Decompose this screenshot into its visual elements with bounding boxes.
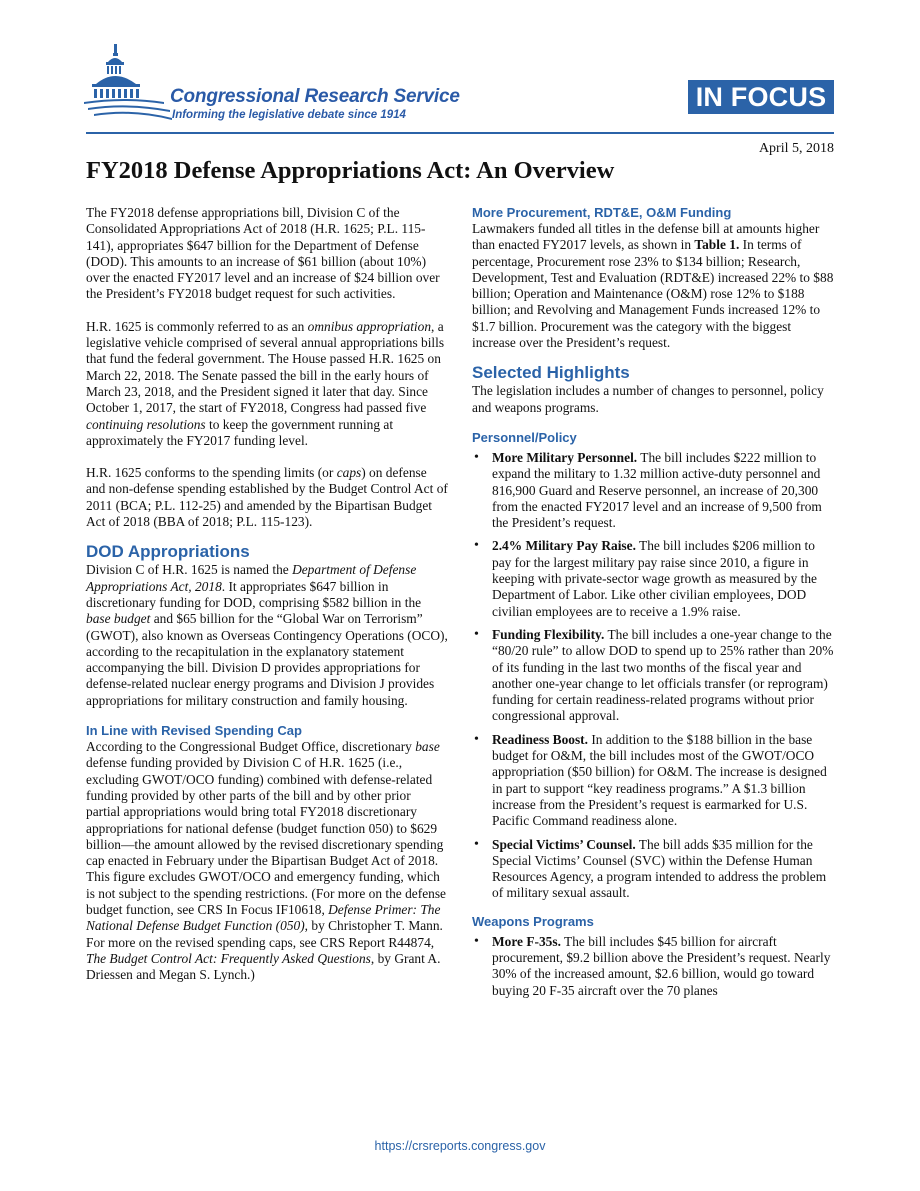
dod-appropriations-heading: DOD Appropriations [86, 542, 250, 562]
spending-cap-paragraph: According to the Congressional Budget Office, discretionary base defense funding provided by Division C of H.R. 1625 (i.e., excluding GWOT/OCO funding) combined with defense-related funding provided by other parts of the bill and by other prior partial appropriations would bring total FY2018 discretionary appropriations for national defense (budget function 050) to $629 billion—the amount allowed by the revised discretionary spending cap enacted in February under the Bipartisan Budget Act of 2018. This figure excludes GWOT/OCO and emergency funding, which is not subject to the spending restrictions. (For more on the defense budget function, see CRS In Focus IF10618, Defense Primer: The National Defense Budget Function (050), by Christopher T. Mann. For more on the revised spending caps, see CRS Report R44874, The Budget Control Act: Frequently Asked Questions, by Grant A. Driessen and Megan S. Lynch.) [86, 739, 446, 983]
table-reference: Table 1. [694, 237, 740, 253]
personnel-list [472, 450, 836, 902]
list-item: • Special Victims’ Counsel. The bill adds $35 million for the Special Victims’ Counsel (SVC) within the Defense Human Resources Agency, a program intended to address the problem of military sexual assault. [472, 837, 836, 902]
list-item: • 2.4% Military Pay Raise. The bill includes $206 million to pay for the largest military pay raise since 2010, a figure in keeping with private-sector wage growth as measured by the Department of Labor. Like other civilian employees, DOD civilian employees are to receive a 1.9% raise. [472, 538, 836, 619]
dod-appropriations-paragraph: Division C of H.R. 1625 is named the Department of Defense Appropriations Act, 2018. It appropriates $647 billion in discretionary funding for DOD, comprising $582 billion in the base budget and $65 billion for the “Global War on Terrorism” (GWOT), also known as Overseas Contingency Operations (OCO), according to the recapitulation in the explanatory statement accompanying the bill. Division D provides appropriations for defense-related nuclear energy programs and Division J provides appropriations for military construction and family housing. [86, 562, 448, 708]
personnel-policy-heading: Personnel/Policy [472, 429, 577, 445]
publication-date: April 5, 2018 [758, 141, 834, 156]
list-item: • Readiness Boost. In addition to the $188 billion in the base budget for O&M, the bill includes most of the GWOT/OCO appropriation ($50 billion) for O&M. The increase is designed in part to support “key readiness programs.” A $1.3 billion increase from the President’s request is earmarked for U.S. Pacific Command readiness alone. [472, 732, 836, 830]
spending-cap-heading: In Line with Revised Spending Cap [86, 723, 302, 739]
procurement-heading: More Procurement, RDT&E, O&M Funding [472, 205, 732, 220]
weapons-list [472, 934, 836, 999]
list-item: • More F-35s. The bill includes $45 billion for aircraft procurement, $9.2 billion above the President’s request. Nearly 30% of the increased amount, $2.6 billion, would go toward buying 20 F-35 aircraft over the 70 planes [472, 934, 836, 999]
org-tagline: Informing the legislative debate since 1914 [172, 109, 406, 121]
caps-paragraph: H.R. 1625 conforms to the spending limits (or caps) on defense and non-defense spending established by the Budget Control Act of 2011 (BCA; P.L. 112-25) and amended by the Bipartisan Budget Act of 2018 (BBA of 2018; P.L. 115-123). [86, 465, 448, 530]
footer-url[interactable]: https://crsreports.congress.gov [374, 1139, 546, 1153]
list-item: • Funding Flexibility. The bill includes a one-year change to the “80/20 rule” to allow DOD to spend up to 25% rather than 20% of its funding in the last two months of the fiscal year and another one-year change to let officials transfer (or reprogram) funding for certain readiness-related programs without prior congressional approval. [472, 627, 836, 725]
document-title: FY2018 Defense Appropriations Act: An Overview [86, 157, 615, 184]
header-rule [86, 132, 834, 134]
highlights-paragraph: The legislation includes a number of changes to personnel, policy and weapons programs. [472, 383, 824, 415]
weapons-programs-heading: Weapons Programs [472, 913, 594, 929]
procurement-paragraph: Lawmakers funded all titles in the defense bill at amounts higher than enacted FY2017 levels, as shown in Table 1. In terms of percentage, Procurement rose 23% to $134 billion; Research, Development, Test and Evaluation (RDT&E) increased 22% to $88 billion; Operation and Maintenance (O&M) rose 12% to $188 billion; and Revolving and Management Funds increased 12% to $1.7 billion. Procurement was the category with the biggest increase over the President’s request. [472, 221, 834, 351]
right-column [472, 205, 836, 1006]
highlights-heading: Selected Highlights [472, 363, 630, 383]
org-name: Congressional Research Service [170, 86, 460, 107]
list-item: • More Military Personnel. The bill includes $222 million to expand the military to 1.32 million active-duty personnel and 816,900 Guard and Reserve personnel, an increase of 20,300 from the enacted FY2017 level and an increase of 9,500 from the President’s request. [472, 450, 836, 531]
capitol-dome-logo [84, 40, 174, 132]
intro-paragraph: The FY2018 defense appropriations bill, Division C of the Consolidated Appropriations Act of 2018 (H.R. 1625; P.L. 115-141), appropriates $647 billion for the Department of Defense (DOD). This amounts to an increase of $61 billion (about 10%) over the enacted FY2017 level and an increase of $24 billion over the President’s FY2018 budget request for such activities. [86, 205, 440, 302]
omnibus-paragraph: H.R. 1625 is commonly referred to as an omnibus appropriation, a legislative vehicle comprised of several annual appropriations bills that fund the federal government. The House passed H.R. 1625 on March 22, 2018. The Senate passed the bill in the early hours of March 23, 2018, and the President signed it later that day. Since October 1, 2017, the start of FY2018, Congress had passed five continuing resolutions to keep the government running at approximately the FY2017 funding level. [86, 318, 445, 448]
in-focus-badge: IN FOCUS [688, 80, 834, 114]
left-column [86, 205, 448, 999]
